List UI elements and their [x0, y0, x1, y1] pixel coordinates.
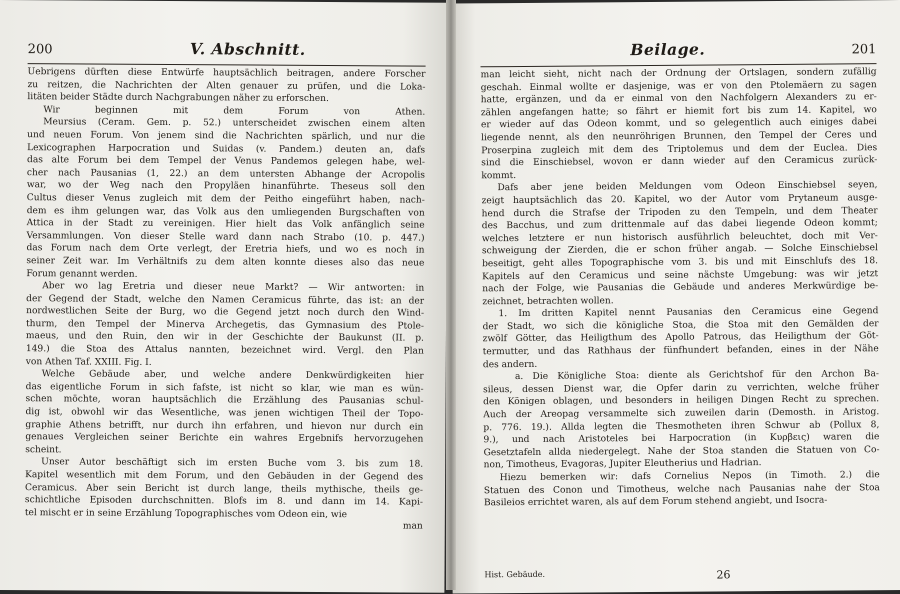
text-line: a. Die Königliche Stoa: diente als Gerichtshof für den Archon Ba- [514, 369, 879, 383]
text-line: der Gegend der Stadt, welche den Namen Ceramicus führte, das ist: an der [26, 293, 425, 307]
text-line: kommt. [481, 170, 517, 182]
text-line: tel mischt er in seine Erzählung Topographisches vom Odeon ein, wie [24, 507, 348, 520]
text-line: genaues Vergleichen seiner Berichte ein wahres Ergebnifs hervorzugehen [25, 432, 424, 445]
text-line: man leicht sieht, nicht nach der Ordnung der Ortslagen, sondern zufällig [480, 67, 877, 81]
text-line: beseitigt, geht alles Topographische vom 3. bis und mit Einschlufs des 18. [482, 256, 879, 270]
text-line: graphie Athens betrifft, nur durch ihn erfahren, und hievon nur durch ein [25, 419, 424, 433]
text-line: nach der Folge, wie Pausanias die Gebäude und anderes Merkwürdige be- [482, 281, 879, 295]
text-line: Kapitel wesentlich mit dem Forum, und den Gebäuden in der Gegend des [25, 470, 424, 483]
left-page [0, 0, 448, 593]
text-line: termutter, und das Rathhaus der fünfhundert befanden, eines in der Nähe [482, 344, 879, 358]
text-line: Aber wo lag Eretria und dieser neue Markt? — Wir antworten: in [42, 281, 425, 294]
text-line: Wir beginnen mit dem Forum von Athen. [43, 105, 426, 118]
text-line: Welche Gebäude aber, und welche andere Denkwürdigkeiten hier [41, 369, 424, 382]
text-line: schichtliche Episoden durchschnitten. Blofs im 8. und dann im 14. Kapi- [24, 495, 423, 508]
text-line: litäten beider Städte durch Nachgrabungen näher zu erforschen. [27, 92, 329, 105]
text-line: sind die Einschiebsel, wovon er dann wieder auf den Ceramicus zurück- [481, 155, 878, 169]
text-line: das alte Forum bei dem Tempel der Venus Pandemos gelegen habe, wel- [26, 155, 426, 168]
catchword: man [402, 521, 423, 532]
book-gutter [446, 0, 456, 590]
text-line: maeus, und den Ruin, den wir in der Geschichte der Baukunst (II. p. [25, 331, 424, 345]
signature-note: Hist. Gebäude. [484, 569, 546, 580]
text-line: hend durch die Strafse der Tripoden zu den Tempeln, und dem Theater [481, 205, 878, 219]
text-line: des andern. [482, 359, 538, 370]
text-line: war, wo der Weg nach den Propyläen hinanführte. Theseus soll den [26, 180, 425, 193]
text-line: und neuen Forum. Von jenem sind die Nachrichten spärlich, und nur die [27, 130, 426, 143]
text-line: Auch der Areopag versammelte sich zuweilen darin (Demosth. in Aristog. [483, 407, 880, 421]
text-line: das eigentliche Forum in sich fafste, ist nicht so klar, wie man es wün- [25, 382, 424, 395]
text-line: schen möchte, woran hauptsächlich die Erzählung des Pausanias schul- [25, 394, 424, 408]
text-line: hatte, ergänzen, und da er einmal von den Nachfolgern Alexanders zu er- [480, 92, 877, 106]
text-line: non, Timotheus, Evagoras, Jupiter Eleutherius und Hadrian. [483, 458, 762, 471]
text-line: Dafs aber jene beiden Meldungen vom Odeon Einschiebsel seyen, [497, 180, 878, 194]
text-line: sileus, dessen Dienst war, die Opfer darin zu verrichten, welche früher [483, 382, 880, 396]
page-number-right: 201 [851, 42, 877, 58]
left-page-text [25, 66, 426, 522]
text-line: des Bacchus, und zum drittenmale auf das dabei liegende Odeon kommt; [481, 218, 878, 232]
text-line: 1. Im dritten Kapitel nennt Pausanias den Ceramicus eine Gegend [498, 306, 879, 320]
text-line: zählen angefangen hatte; so fährt er hiemit fort bis zum 14. Kapitel, wo [480, 104, 877, 119]
running-title-left: V. Abschnitt. [189, 39, 306, 59]
text-line: scheint. [25, 444, 62, 456]
text-line: Statuen des Conon und Timotheus, welche nach Pausanias nahe der Stoa [483, 482, 880, 496]
text-line: Versammlungen. Von dieser Stelle ward dann nach Strabo (10. p. 447.) [26, 230, 425, 244]
text-line: dig ist, obwohl wir das Wesentliche, was jenen wichtigen Theil der Topo- [25, 407, 424, 420]
text-line: er wieder auf das Odeon kommt, und so gelegentlich auch einiges dabei [480, 117, 878, 131]
text-line: Kapitels auf den Ceramicus und seine nächste Umgebung: was wir jetzt [482, 268, 879, 282]
text-line: Attica in der Stadt zu vereinigen. Hier hielt das Volk anfänglich seine [26, 218, 425, 231]
text-line: Gesetztafeln allda niedergelegt. Nahe der Stoa standen die Statuen von Co- [483, 444, 880, 459]
text-line: Hiezu bemerken wir: dafs Cornelius Nepos (in Timoth. 2.) die [499, 470, 880, 484]
text-line: Proserpina zugleich mit dem des Triptolemus und dem der Euclea. Dies [481, 142, 878, 156]
right-page [448, 0, 900, 594]
text-line: cher nach Pausanias (1, 22.) an dem untersten Abhange der Acropolis [26, 167, 425, 181]
text-line: nordwestlichen Seite der Burg, wo die Gegend jetzt noch durch den Wind- [26, 306, 425, 319]
text-line: dem es ihm gelungen war, das Volk aus den umliegenden Burgschaften von [26, 205, 425, 219]
text-line: 149.) die Stoa des Attalus nannten, bezeichnet wird. Vergl. den Plan [25, 344, 424, 357]
text-line: 9.), und nach Aristoteles bei Harpocration (in Κυρβεις) waren die [483, 432, 880, 446]
text-line: Lexicographen Harpocration und Suidas (v. Pandem.) deuten an, dafs [27, 142, 426, 156]
text-line: welches letztere er nun historisch ausführlich beleuchtet, doch mit Ver- [481, 230, 878, 245]
running-title-right: Beilage. [630, 39, 706, 60]
text-line: zwölf Götter, das Heiligthum des Apollo Patrous, das Heiligthum der Göt- [482, 331, 879, 345]
text-line: seiner Zeit war. Im Verhältnifs zu dem alten konnte dieses also das neue [26, 256, 425, 269]
text-line: zeichnet, betrachten wollen. [482, 295, 614, 307]
text-line: p. 776. 19.). Allda legten die Thesmotheten ihren Schwur ab (Pollux 8, [483, 419, 880, 433]
text-line: von Athen Taf. XXIII. Fig. I. [25, 356, 152, 368]
text-line: thurm, den Tempel der Minerva Archegetis, das Gymnasium des Ptole- [25, 319, 425, 332]
text-line: das Forum nach dem Orte verlegt, der Eretria hiefs, und wo es noch in [26, 243, 425, 256]
text-line: Ceramicus. Aber sein Bericht ist durch lange, theils mythische, theils ge- [24, 482, 424, 496]
text-line: Meursius (Ceram. Gem. p. 52.) unterscheidet zwischen einem alten [43, 117, 426, 130]
left-page-header [28, 38, 426, 62]
text-line: Forum genannt werden. [26, 268, 138, 280]
text-line: der Stadt, wo sich die königliche Stoa, die Stoa mit den Gemälden der [482, 319, 879, 333]
page-number-left: 200 [27, 42, 53, 58]
right-page-text [481, 66, 880, 510]
text-line: schweigung der Zierden, die er schon früher angab. — Solche Einschiebsel [481, 243, 878, 257]
text-line: Basileios errichtet waren, als auf dem Forum stehend angiebt, und Isocra- [483, 495, 828, 509]
right-page-footer [484, 567, 880, 583]
right-page-header [480, 38, 876, 63]
text-line: den Königen oblagen, und besonders in heiligen Dingen Recht zu sprechen. [483, 394, 880, 408]
text-line: Uebrigens dürften diese Entwürfe hauptsächlich beitragen, andere Forscher [27, 67, 426, 80]
signature-mark: 26 [716, 568, 731, 582]
text-line: Cultus dieser Venus zugleich mit dem der Peitho eingeführt haben, nach- [26, 193, 425, 206]
text-line: zeigt hauptsächlich das 20. Kapitel, wo der Autor vom Prytaneum ausge- [481, 193, 878, 207]
text-line: zu reitzen, die Nachrichten der Alten genauer zu prüfen, und die Loka- [27, 79, 426, 93]
text-line: liegende nennt, als den neunröhrigen Brunnen, den Tempel der Ceres und [481, 130, 878, 144]
text-line: Unser Autor beschäftigt sich im ersten Buche vom 3. bis zum 18. [41, 457, 424, 470]
text-line: geschah. Einmal wollte er dasjenige, was er von den Ptolemäern zu sagen [480, 79, 877, 93]
